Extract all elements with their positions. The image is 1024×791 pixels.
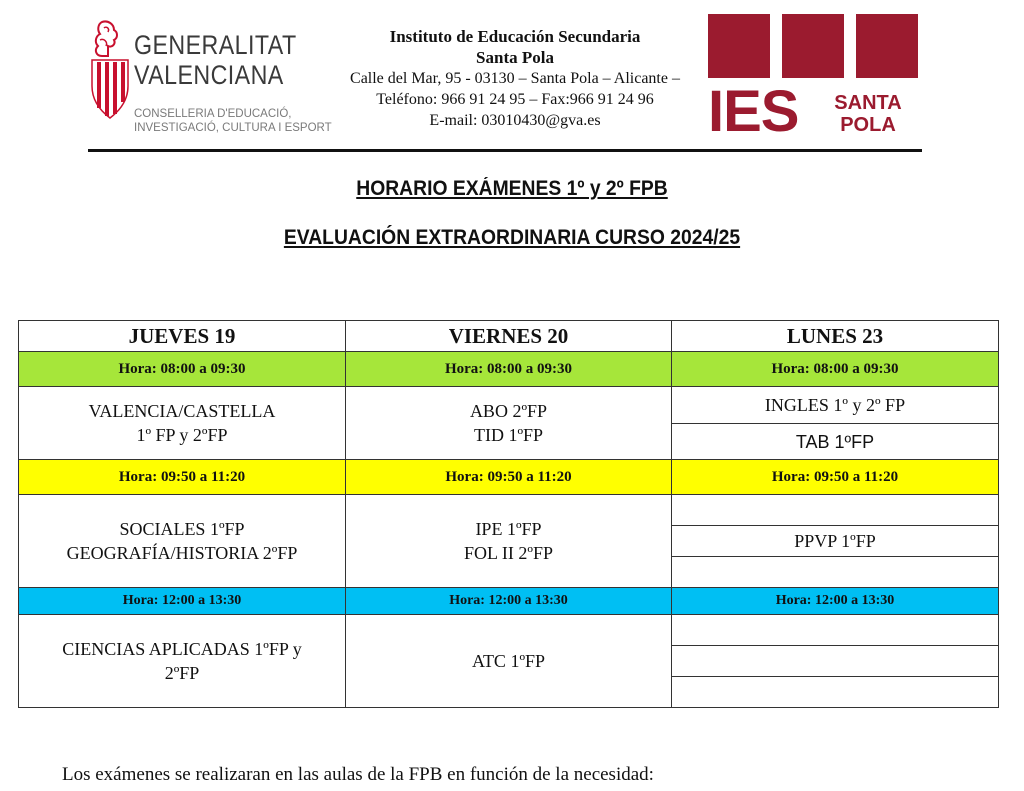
hour-row-2 <box>19 460 999 495</box>
school-email: E-mail: 03010430@gva.es <box>429 112 601 129</box>
exam-group: 2ºFP <box>164 663 200 683</box>
document-title: HORARIO EXÁMENES 1º y 2º FPB <box>356 177 668 200</box>
ies-logo-squares <box>708 14 918 78</box>
school-name: Santa Pola <box>476 48 554 67</box>
exam-subcell-empty <box>672 646 998 677</box>
day-header-jueves: JUEVES 19 <box>19 321 346 352</box>
hour-cell: Hora: 08:00 a 09:30 <box>672 352 999 387</box>
exam-subcells <box>672 615 998 707</box>
exam-subject: ATC 1ºFP <box>471 651 546 671</box>
ies-logo-square <box>782 14 844 78</box>
exam-subject: VALENCIA/CASTELLA <box>88 401 276 421</box>
hour-cell: Hora: 12:00 a 13:30 <box>19 588 346 615</box>
ies-logo-text: IES <box>708 79 799 144</box>
footer-note: Los exámenes se realizaran en las aulas de la FPB en función de la necesidad: <box>62 764 654 785</box>
hour-cell: Hora: 09:50 a 11:20 <box>672 460 999 495</box>
school-address: Calle del Mar, 95 - 03130 – Santa Pola – Alicante – <box>350 70 680 87</box>
hour-row-1 <box>19 352 999 387</box>
exam-subject: INGLES 1º y 2º FP <box>672 387 998 424</box>
exam-subcell-empty <box>672 557 998 587</box>
school-phone: Teléfono: 966 91 24 95 – Fax:966 91 24 96 <box>376 91 654 108</box>
exam-subject: TID 1ºFP <box>473 425 544 445</box>
hour-row-3 <box>19 588 999 615</box>
exam-subject: GEOGRAFÍA/HISTORIA 2ºFP <box>66 543 298 563</box>
ies-logo-subtext <box>818 92 918 136</box>
exam-schedule-table <box>18 320 999 708</box>
day-header-viernes: VIERNES 20 <box>346 321 672 352</box>
gva-name-line-2: VALENCIANA <box>134 60 284 90</box>
generalitat-name <box>134 30 297 90</box>
exam-row-1 <box>19 387 999 460</box>
hour-cell: Hora: 08:00 a 09:30 <box>19 352 346 387</box>
ies-logo-pola: POLA <box>840 114 896 136</box>
exam-subject: SOCIALES 1ºFP <box>119 519 245 539</box>
exam-cell-lunes-1 <box>672 387 999 460</box>
hour-cell: Hora: 12:00 a 13:30 <box>346 588 672 615</box>
exam-subject: IPE 1ºFP <box>475 519 542 539</box>
hour-cell: Hora: 08:00 a 09:30 <box>346 352 672 387</box>
exam-cell-jueves-1 <box>19 387 346 460</box>
exam-subcell-empty <box>672 615 998 646</box>
conselleria-line-1: CONSELLERIA D'EDUCACIÓ, <box>134 108 292 120</box>
school-type: Instituto de Educación Secundaria <box>389 27 641 46</box>
exam-row-2 <box>19 495 999 588</box>
day-header-lunes: LUNES 23 <box>672 321 999 352</box>
exam-subcells <box>672 495 998 587</box>
days-row <box>19 321 999 352</box>
document-subtitle: EVALUACIÓN EXTRAORDINARIA CURSO 2024/25 <box>283 226 741 249</box>
exam-cell-viernes-2 <box>346 495 672 588</box>
exam-cell-lunes-2 <box>672 495 999 588</box>
header-divider <box>88 149 922 152</box>
exam-subcells <box>672 387 998 459</box>
exam-subcell-empty <box>672 495 998 526</box>
letterhead <box>0 0 1024 152</box>
exam-subject: ABO 2ºFP <box>469 401 548 421</box>
exam-row-3 <box>19 615 999 708</box>
hour-cell: Hora: 09:50 a 11:20 <box>346 460 672 495</box>
hour-cell: Hora: 09:50 a 11:20 <box>19 460 346 495</box>
exam-cell-viernes-1 <box>346 387 672 460</box>
exam-subject: CIENCIAS APLICADAS 1ºFP y <box>62 639 302 659</box>
exam-cell-viernes-3 <box>346 615 672 708</box>
school-info <box>325 26 705 131</box>
generalitat-shield-icon <box>88 16 132 120</box>
conselleria-name <box>134 107 332 135</box>
exam-subject: TAB 1ºFP <box>795 431 875 452</box>
generalitat-logo <box>88 16 332 144</box>
exam-cell-jueves-2 <box>19 495 346 588</box>
ies-logo-square <box>708 14 770 78</box>
exam-subject: PPVP 1ºFP <box>672 526 998 557</box>
exam-subcell-empty <box>672 677 998 707</box>
gva-name-line-1: GENERALITAT <box>134 30 297 60</box>
exam-subject: FOL II 2ºFP <box>464 543 553 563</box>
ies-logo-square <box>856 14 918 78</box>
exam-cell-jueves-3 <box>19 615 346 708</box>
ies-logo-santa: SANTA <box>834 92 902 114</box>
exam-cell-lunes-3 <box>672 615 999 708</box>
exam-group: 1º FP y 2ºFP <box>136 425 228 445</box>
ies-santa-pola-logo <box>708 14 918 144</box>
conselleria-line-2: INVESTIGACIÓ, CULTURA I ESPORT <box>134 122 332 134</box>
hour-cell: Hora: 12:00 a 13:30 <box>672 588 999 615</box>
